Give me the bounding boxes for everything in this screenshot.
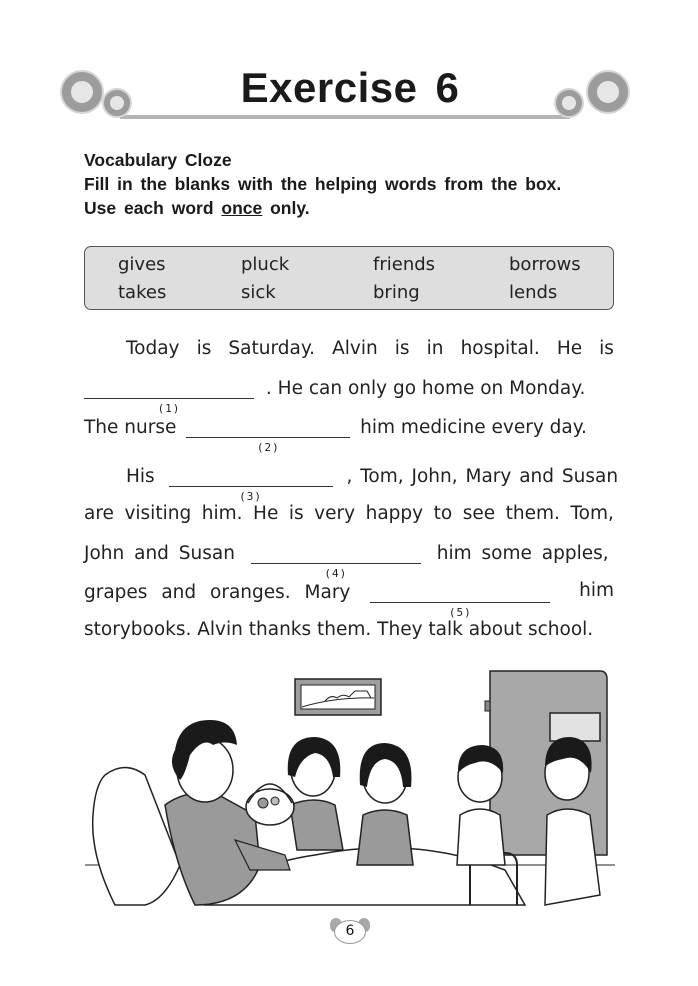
word: hospital. (460, 338, 540, 359)
word: is (288, 503, 304, 524)
pillow-icon (93, 768, 180, 906)
blank-5[interactable] (370, 580, 550, 619)
passage-text: , Tom, John, Mary and Susan (346, 466, 619, 487)
instruction-line-2 (84, 196, 624, 220)
blank-4[interactable] (251, 541, 421, 580)
word: in (426, 338, 444, 359)
word: is (599, 338, 614, 359)
blank-2[interactable] (186, 415, 350, 454)
word: very (314, 503, 356, 524)
word: him. (201, 503, 243, 524)
word: is (394, 338, 410, 359)
word: see (462, 503, 496, 524)
passage-line (84, 415, 614, 454)
word: happy (365, 503, 424, 524)
blank-number: (5) (448, 606, 472, 619)
section-heading: Vocabulary Cloze (84, 150, 232, 170)
passage-text: him some apples, (436, 543, 609, 564)
passage-line (84, 376, 614, 415)
passage-line (84, 338, 614, 364)
instructions (84, 148, 624, 220)
word: Tom, (570, 503, 614, 524)
passage-text: storybooks. Alvin thanks them. They talk about school. (84, 619, 594, 640)
passage-line (84, 503, 614, 529)
exercise-number: 6 (435, 64, 460, 111)
title-bar (60, 60, 640, 130)
word-option: lends (509, 282, 558, 303)
passage-line (84, 541, 614, 580)
passage-line (84, 464, 619, 503)
passage-text: him medicine every day. (360, 417, 587, 438)
word-option: takes (118, 282, 167, 303)
passage-text: . He can only go home on Monday. (265, 378, 586, 399)
passage-text: him (579, 580, 614, 601)
word-option: bring (373, 282, 420, 303)
page-title (60, 60, 640, 116)
illustration-svg (85, 665, 615, 910)
hospital-visit-illustration (85, 665, 615, 910)
word-option: sick (241, 282, 276, 303)
door-window-icon (550, 713, 600, 741)
instruction-line-1: Fill in the blanks with the helping words from the box. (84, 174, 562, 194)
word-option: friends (373, 254, 436, 275)
passage-text: His (126, 466, 155, 487)
passage-text: grapes and oranges. Mary (84, 582, 351, 603)
blank-number: (4) (324, 567, 348, 580)
word: visiting (124, 503, 192, 524)
blank-1[interactable] (84, 376, 254, 415)
door-hinge-icon (485, 701, 490, 711)
passage-line (84, 619, 614, 645)
blank-number: (2) (256, 441, 280, 454)
page-number: 6 (334, 920, 366, 944)
word-box (84, 246, 614, 310)
word: to (433, 503, 453, 524)
passage-line (84, 580, 614, 619)
word-option: gives (118, 254, 166, 275)
word-option: pluck (241, 254, 290, 275)
blank-number: (3) (239, 490, 263, 503)
word: He (253, 503, 279, 524)
emphasis-once: once (221, 198, 263, 218)
word: is (196, 338, 212, 359)
word: Alvin (332, 338, 378, 359)
instruction-text: only. (262, 198, 310, 218)
passage-text: The nurse (84, 417, 177, 438)
word: them. (505, 503, 560, 524)
page-number-badge (330, 916, 370, 946)
blank-number: (1) (157, 402, 181, 415)
word-option: borrows (509, 254, 581, 275)
blank-3[interactable] (169, 464, 333, 503)
word: Today (126, 338, 180, 359)
word: are (84, 503, 114, 524)
instruction-text: Use each word (84, 198, 222, 218)
word: Saturday. (228, 338, 316, 359)
passage-text: John and Susan (84, 543, 235, 564)
title-word: Exercise (240, 64, 418, 111)
word: He (556, 338, 583, 359)
